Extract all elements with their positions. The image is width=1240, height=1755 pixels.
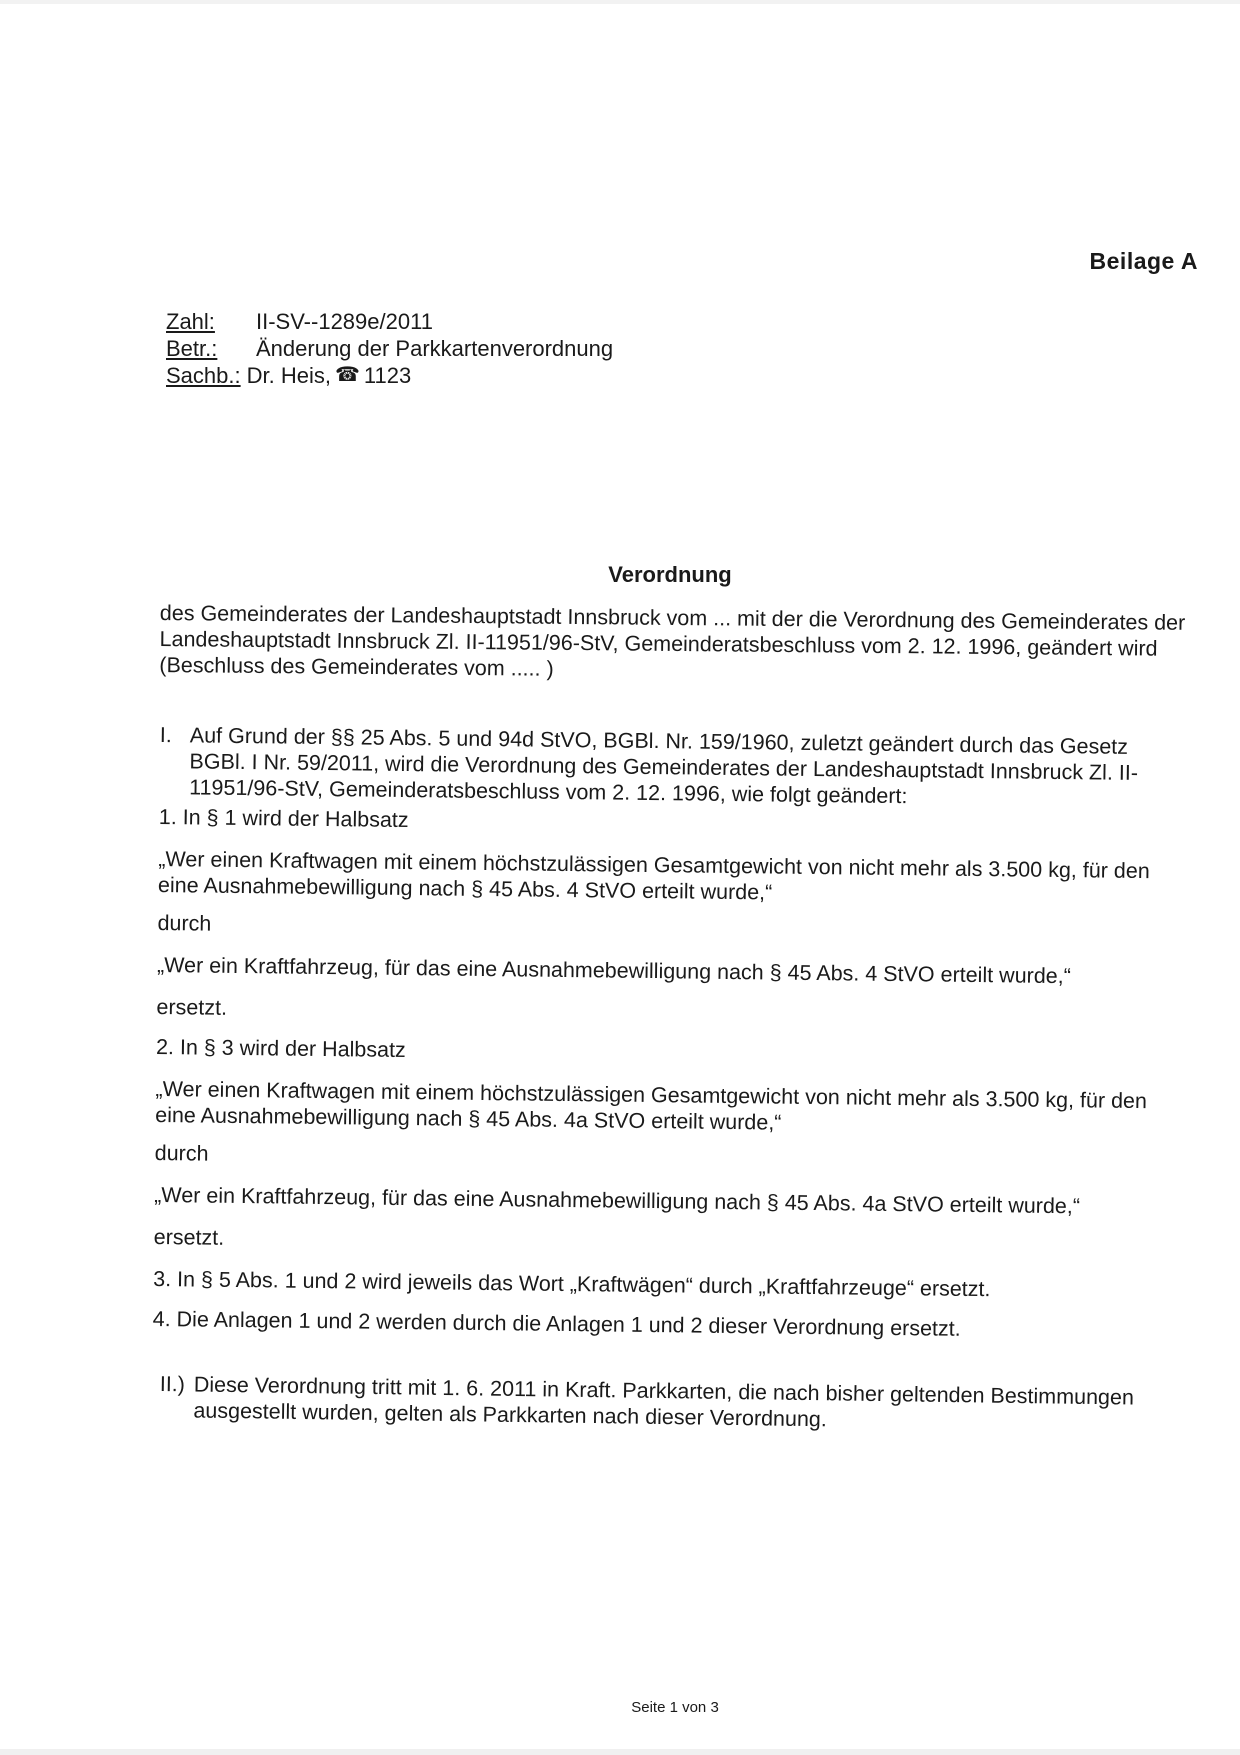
meta-subject-label: Betr.:	[166, 336, 218, 361]
meta-subject-row	[166, 335, 613, 362]
item3-text: 3. In § 5 Abs. 1 und 2 wird jeweils das Wort „Kraftwägen“ durch „Kraftfahrzeuge“ ersetzt.	[153, 1266, 991, 1302]
section-two-text: Diese Verordnung tritt mit 1. 6. 2011 in Kraft. Parkkarten, die nach bisher geltenden Bestimmungen ausgestellt wurden, gelten als Parkkarten nach dieser Verordnung.	[193, 1372, 1135, 1432]
item2-new-text: „Wer ein Kraftfahrzeug, für das eine Ausnahmebewilligung nach § 45 Abs. 4a StVO erteilt wurde,“	[154, 1182, 1081, 1219]
meta-number-row	[166, 308, 613, 335]
meta-subject-value: Änderung der Parkkartenverordnung	[256, 336, 614, 361]
item1-closing: ersetzt.	[156, 994, 228, 1020]
item1-old-text: „Wer einen Kraftwagen mit einem höchstzulässigen Gesamtgewicht von nicht mehr als 3.500 kg, für den eine Ausnahmebewilligung nach § 45 Abs. 4 StVO erteilt wurde,“	[157, 846, 1150, 905]
scan-edge-bottom	[0, 1749, 1240, 1755]
document-meta	[166, 308, 613, 389]
section-two-number: II.)	[159, 1371, 186, 1397]
meta-clerk-name: Dr. Heis,	[246, 363, 331, 388]
section-two-row	[159, 1371, 1190, 1437]
item4-text: 4. Die Anlagen 1 und 2 werden durch die Anlagen 1 und 2 dieser Verordnung ersetzt.	[152, 1306, 961, 1341]
item2-connector: durch	[154, 1140, 209, 1166]
annex-label: Beilage A	[1089, 248, 1198, 274]
telephone-icon: ☎	[334, 364, 360, 386]
section-one-intro	[159, 722, 1190, 813]
item2-old-text: „Wer einen Kraftwagen mit einem höchstzulässigen Gesamtgewicht von nicht mehr als 3.500 kg, für den eine Ausnahmebewilligung nach § 45 Abs. 4a StVO erteilt wurde,“	[155, 1076, 1148, 1135]
section-one	[153, 722, 1190, 1345]
scan-edge-top	[0, 0, 1240, 4]
item2-heading: 2. In § 3 wird der Halbsatz	[155, 1034, 406, 1063]
section-two	[159, 1371, 1190, 1437]
item2-closing: ersetzt.	[153, 1224, 225, 1250]
section-one-intro-text: Auf Grund der §§ 25 Abs. 5 und 94d StVO, BGBl. Nr. 159/1960, zuletzt geändert durch das Gesetz BGBl. I Nr. 59/2011, wird die Verordnung des Gemeinderates der Landeshauptstadt Innsbruck Zl. II-11951/96-StV, Gemeinderatsbeschluss vom 2. 12. 1996, wie folgt geändert:	[189, 723, 1139, 809]
meta-clerk-phone: 1123	[363, 363, 412, 388]
item1-connector: durch	[157, 910, 212, 936]
section-one-number: I.	[159, 722, 172, 748]
meta-clerk-label: Sachb.:	[166, 363, 241, 388]
preamble: des Gemeinderates der Landeshauptstadt Innsbruck vom ... mit der die Verordnung des Gemeinderates der Landeshauptstadt Innsbruck Zl. II-11951/96-StV, Gemeinderatsbeschluss vom 2. 12. 1996, geändert wird (Beschluss des Gemeinderates vom ..... )	[159, 600, 1186, 681]
page-footer: Seite 1 von 3	[631, 1699, 719, 1716]
meta-number-label: Zahl:	[166, 309, 215, 334]
meta-clerk-row	[166, 362, 613, 389]
item1-new-text: „Wer ein Kraftfahrzeug, für das eine Ausnahmebewilligung nach § 45 Abs. 4 StVO erteilt wurde,“	[156, 952, 1071, 989]
meta-number-value: II-SV--1289e/2011	[256, 309, 433, 334]
item1-heading: 1. In § 1 wird der Halbsatz	[158, 804, 409, 833]
page-title: Verordnung	[608, 562, 732, 587]
